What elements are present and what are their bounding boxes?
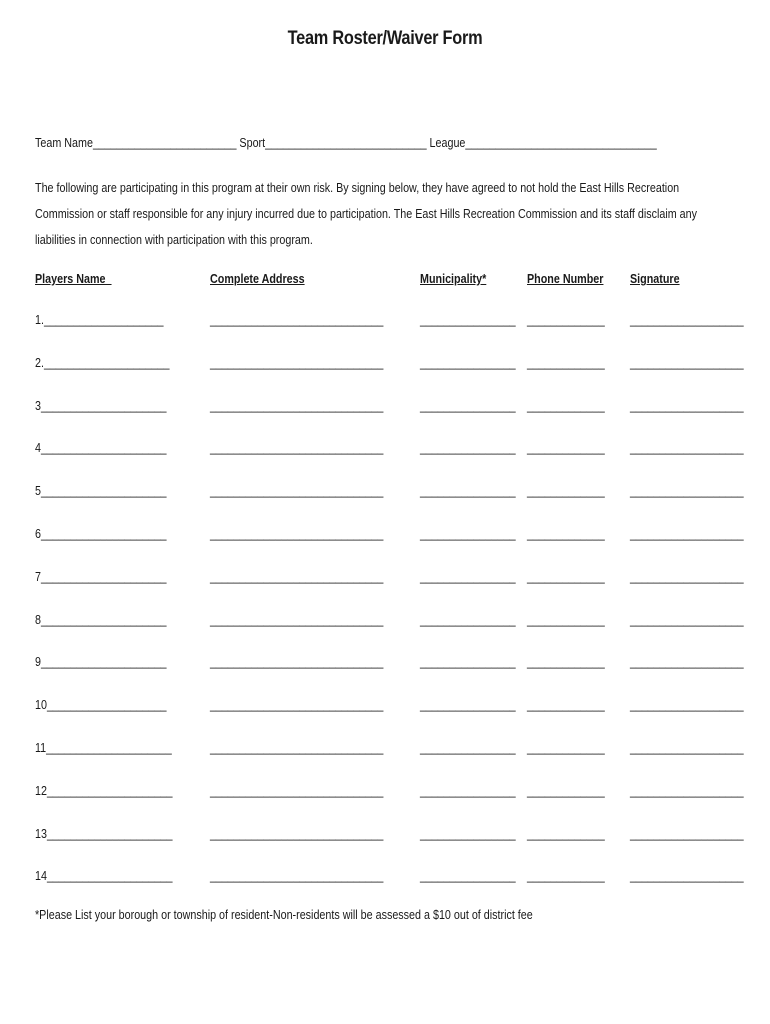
signature-field[interactable]: ___________________ (630, 612, 744, 627)
municipality-field[interactable]: ________________ (420, 698, 516, 713)
column-header-phone-number: Phone Number (527, 272, 604, 286)
player-name-field[interactable]: 14_____________________ (35, 869, 173, 884)
player-name-field[interactable]: 12_____________________ (35, 783, 173, 798)
signature-field[interactable]: ___________________ (630, 698, 744, 713)
address-field[interactable]: _____________________________ (210, 484, 384, 499)
address-field[interactable]: _____________________________ (210, 783, 384, 798)
municipality-field[interactable]: ________________ (420, 569, 516, 584)
player-name-field[interactable]: 3_____________________ (35, 398, 167, 413)
municipality-field[interactable]: ________________ (420, 783, 516, 798)
player-name-field[interactable]: 9_____________________ (35, 655, 167, 670)
table-row (0, 784, 770, 804)
waiver-disclaimer: The following are participating in this program at their own risk. By signing below, they have agreed to not hold the East Hills Recreation Commission or staff responsible for any injury incurred due to participation. The East Hills Recreation Commission and its staff disclaim any liabilities in connection with participation with this program. (35, 181, 698, 247)
table-row (0, 313, 770, 333)
phone-field[interactable]: _____________ (527, 355, 605, 370)
phone-field[interactable]: _____________ (527, 741, 605, 755)
address-field[interactable]: _____________________________ (210, 741, 384, 755)
phone-field[interactable]: _____________ (527, 527, 605, 541)
player-name-field[interactable]: 5_____________________ (35, 484, 167, 499)
phone-field[interactable]: _____________ (527, 612, 605, 627)
phone-field[interactable]: _____________ (527, 698, 605, 713)
table-row (0, 399, 770, 419)
municipality-field[interactable]: ________________ (420, 441, 516, 456)
player-name-field[interactable]: 8_____________________ (35, 612, 167, 627)
address-field[interactable]: _____________________________ (210, 527, 384, 541)
table-row (0, 441, 770, 461)
player-name-field[interactable]: 10____________________ (35, 698, 167, 713)
phone-field[interactable]: _____________ (527, 484, 605, 499)
address-field[interactable]: _____________________________ (210, 612, 384, 627)
player-name-field[interactable]: 6_____________________ (35, 527, 167, 541)
municipality-field[interactable]: ________________ (420, 527, 516, 541)
signature-field[interactable]: ___________________ (630, 313, 744, 327)
signature-field[interactable]: ___________________ (630, 527, 744, 541)
signature-field[interactable]: ___________________ (630, 398, 744, 413)
signature-field[interactable]: ___________________ (630, 355, 744, 370)
municipality-field[interactable]: ________________ (420, 313, 516, 327)
phone-field[interactable]: _____________ (527, 826, 605, 841)
address-field[interactable]: _____________________________ (210, 655, 384, 670)
signature-field[interactable]: ___________________ (630, 869, 744, 884)
table-row (0, 570, 770, 590)
column-header-players-name: Players Name_ (35, 272, 112, 286)
address-field[interactable]: _____________________________ (210, 313, 384, 327)
address-field[interactable]: _____________________________ (210, 355, 384, 370)
municipality-field[interactable]: ________________ (420, 612, 516, 627)
table-row (0, 655, 770, 675)
player-name-field[interactable]: 7_____________________ (35, 569, 167, 584)
municipality-field[interactable]: ________________ (420, 741, 516, 755)
signature-field[interactable]: ___________________ (630, 655, 744, 670)
league-field[interactable]: League________________________________ (426, 136, 657, 150)
player-name-field[interactable]: 2._____________________ (35, 355, 170, 370)
table-row (0, 484, 770, 504)
signature-field[interactable]: ___________________ (630, 741, 744, 755)
table-row (0, 356, 770, 376)
phone-field[interactable]: _____________ (527, 783, 605, 798)
table-row (0, 527, 770, 547)
phone-field[interactable]: _____________ (527, 441, 605, 456)
sport-field[interactable]: Sport___________________________ (236, 136, 427, 150)
address-field[interactable]: _____________________________ (210, 869, 384, 884)
address-field[interactable]: _____________________________ (210, 698, 384, 713)
municipality-field[interactable]: ________________ (420, 484, 516, 499)
player-name-field[interactable]: 13_____________________ (35, 826, 173, 841)
phone-field[interactable]: _____________ (527, 398, 605, 413)
signature-field[interactable]: ___________________ (630, 569, 744, 584)
table-row (0, 741, 770, 761)
municipality-field[interactable]: ________________ (420, 355, 516, 370)
player-name-field[interactable]: 1.____________________ (35, 313, 164, 327)
signature-field[interactable]: ___________________ (630, 826, 744, 841)
municipality-field[interactable]: ________________ (420, 826, 516, 841)
column-header-municipality: Municipality* (420, 272, 487, 286)
phone-field[interactable]: _____________ (527, 869, 605, 884)
team-name-field[interactable]: Team Name________________________ (35, 136, 237, 150)
table-row (0, 827, 770, 847)
municipality-field[interactable]: ________________ (420, 655, 516, 670)
signature-field[interactable]: ___________________ (630, 441, 744, 456)
page-title: Team Roster/Waiver Form (287, 28, 483, 49)
signature-field[interactable]: ___________________ (630, 783, 744, 798)
signature-field[interactable]: ___________________ (630, 484, 744, 499)
player-name-field[interactable]: 4_____________________ (35, 441, 167, 456)
address-field[interactable]: _____________________________ (210, 441, 384, 456)
municipality-field[interactable]: ________________ (420, 398, 516, 413)
player-name-field[interactable]: 11_____________________ (35, 741, 172, 755)
column-header-signature: Signature (630, 272, 680, 286)
address-field[interactable]: _____________________________ (210, 826, 384, 841)
footnote: *Please List your borough or township of resident-Non-residents will be assessed a $10 out of district fee (35, 908, 533, 922)
phone-field[interactable]: _____________ (527, 655, 605, 670)
team-info-line (35, 136, 657, 150)
table-row (0, 613, 770, 633)
phone-field[interactable]: _____________ (527, 313, 605, 327)
address-field[interactable]: _____________________________ (210, 398, 384, 413)
table-row (0, 698, 770, 718)
column-header-complete-address: Complete Address (210, 272, 305, 286)
address-field[interactable]: _____________________________ (210, 569, 384, 584)
table-row (0, 869, 770, 889)
phone-field[interactable]: _____________ (527, 569, 605, 584)
municipality-field[interactable]: ________________ (420, 869, 516, 884)
